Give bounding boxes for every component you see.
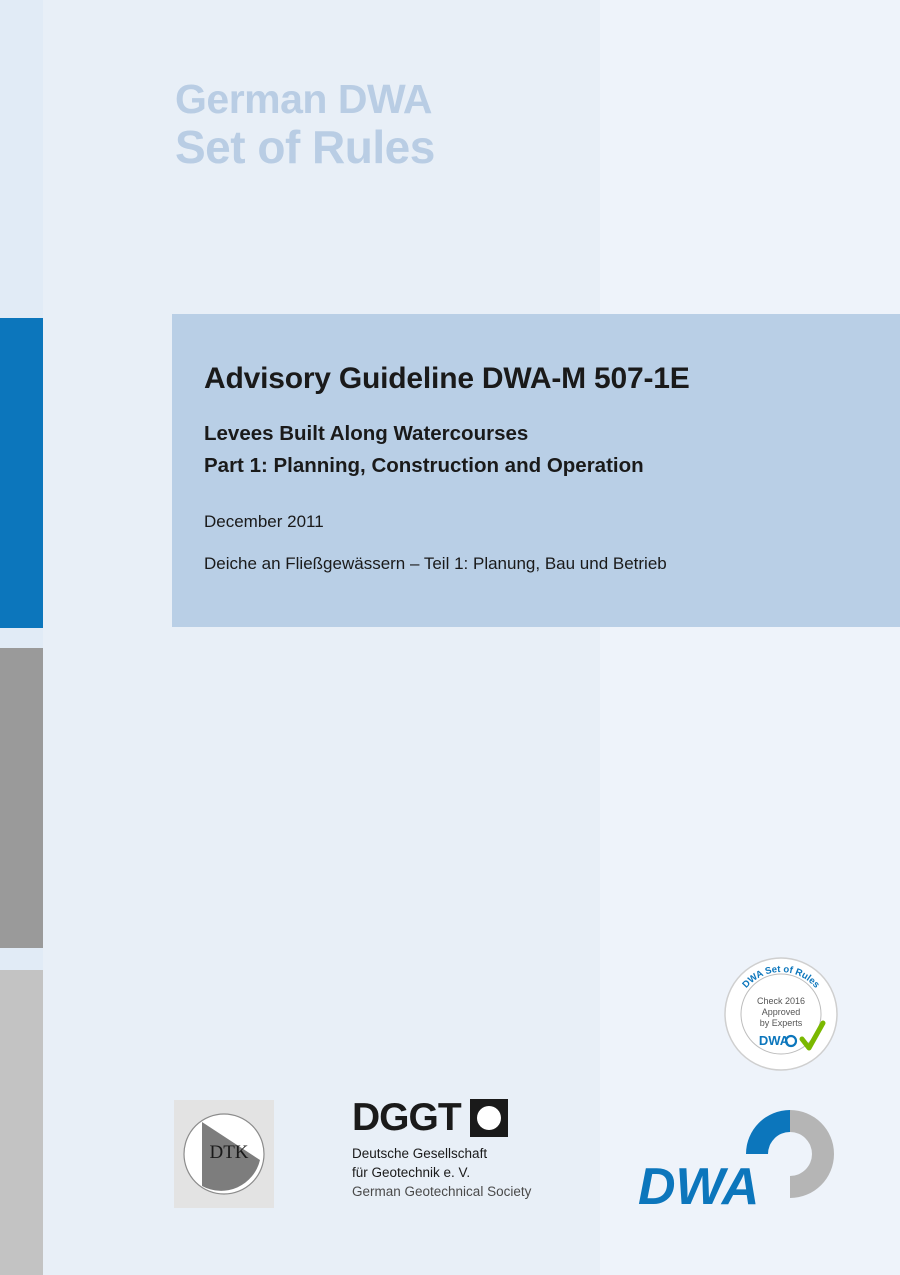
sidebar-stripe-gray <box>0 648 43 948</box>
svg-text:DWA Set of Rules: DWA Set of Rules <box>740 963 822 991</box>
svg-text:DWA: DWA <box>758 1033 790 1048</box>
dtk-logo <box>174 1100 274 1208</box>
svg-text:DWA: DWA <box>638 1158 760 1216</box>
dwa-logo <box>630 1092 860 1222</box>
svg-text:Check 2016: Check 2016 <box>756 996 806 1006</box>
wordmark-line-1: German DWA <box>175 76 432 122</box>
dggt-subtitle <box>352 1144 572 1201</box>
dggt-line-2: für Geotechnik e. V. <box>352 1165 471 1181</box>
svg-text:by Experts: by Experts <box>759 1018 803 1028</box>
dggt-line-1: Deutsche Gesellschaft <box>352 1146 488 1161</box>
page-title: Advisory Guideline DWA-M 507-1E <box>204 362 690 395</box>
german-title: Deiche an Fließgewässern – Teil 1: Planung, Bau und Betrieb <box>204 553 667 573</box>
sidebar-stripe-blue <box>0 318 43 628</box>
dggt-line-3: German Geotechnical Society <box>352 1184 532 1200</box>
dggt-square-icon <box>470 1099 508 1137</box>
sidebar-stripe-top <box>0 0 43 318</box>
publication-date: December 2011 <box>204 511 324 531</box>
sidebar-stripe-light-gray <box>0 970 43 1275</box>
publisher-wordmark <box>175 76 435 174</box>
sidebar-stripe-gap-lower <box>0 948 43 970</box>
title-block <box>172 314 900 627</box>
svg-text:DTK: DTK <box>209 1142 249 1163</box>
right-background-panel <box>600 0 900 1275</box>
dggt-logo <box>352 1098 572 1201</box>
sidebar-stripe-gap-upper <box>0 628 43 648</box>
certification-seal <box>722 955 840 1073</box>
subtitle-line-1: Levees Built Along Watercourses <box>204 422 529 445</box>
svg-text:Approved: Approved <box>761 1007 801 1017</box>
dggt-wordmark-row <box>352 1098 572 1137</box>
subtitle-line-2: Part 1: Planning, Construction and Operation <box>204 453 644 477</box>
dggt-wordmark: DGGT <box>352 1096 461 1139</box>
wordmark-line-2: Set of Rules <box>175 121 435 174</box>
